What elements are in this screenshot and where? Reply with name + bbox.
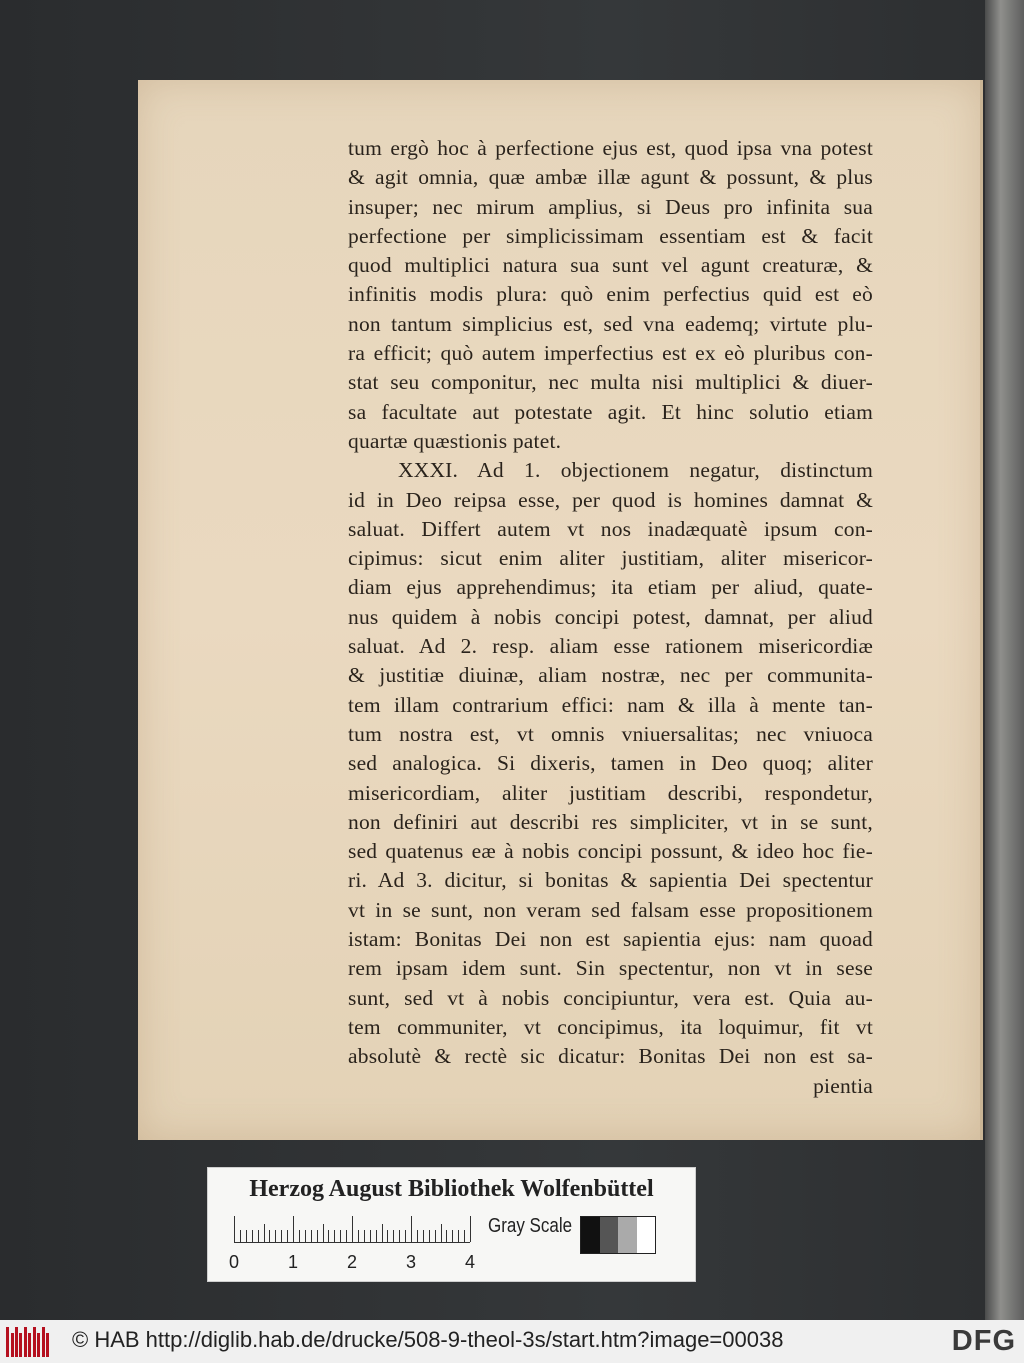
ruler-tick <box>299 1230 300 1242</box>
ruler-tick <box>269 1230 270 1242</box>
footer-bar <box>0 1320 1024 1363</box>
hab-logo-icon <box>6 1327 48 1357</box>
ruler-tick <box>382 1224 383 1242</box>
ruler-tick <box>458 1230 459 1242</box>
ruler-tick <box>311 1230 312 1242</box>
ruler-tick <box>405 1230 406 1242</box>
text-line: vt in se sunt, non veram sed falsam esse propositionem <box>348 897 873 922</box>
text-line: quartæ quæstionis patet. <box>348 428 562 453</box>
ruler-tick <box>470 1216 471 1242</box>
ruler-tick <box>317 1230 318 1242</box>
ruler-tick <box>293 1216 294 1242</box>
text-line: id in Deo reipsa esse, per quod is homines damnat & <box>348 487 873 512</box>
text-line: sa facultate aut potestate agit. Et hinc solutio etiam <box>348 399 873 424</box>
text-line: tem illam contrarium effici: nam & illa à mente tan- <box>348 692 873 717</box>
ruler-scale <box>234 1216 470 1243</box>
ruler-tick <box>411 1216 412 1242</box>
gray-patch <box>618 1217 637 1253</box>
text-line: diam ejus apprehendimus; ita etiam per aliud, quate- <box>348 575 873 600</box>
ruler-tick <box>446 1230 447 1242</box>
gray-scale-swatch <box>580 1216 656 1254</box>
text-line: tem communiter, vt concipimus, ita loquimur, fit vt <box>348 1014 873 1039</box>
book-page <box>138 80 983 1140</box>
ruler-tick <box>323 1224 324 1242</box>
text-line: ri. Ad 3. dicitur, si bonitas & sapientia Dei spectentur <box>348 868 873 893</box>
text-line: XXXI. Ad 1. objectionem negatur, distinctum <box>398 458 873 483</box>
text-line: saluat. Differt autem vt nos inadæquatè ipsum con- <box>348 516 873 541</box>
ruler-tick <box>452 1230 453 1242</box>
text-line: stat seu componitur, nec multa nisi multiplici & diuer- <box>348 370 873 395</box>
text-line: perfectione per simplicissimam essentiam est & facit <box>348 223 873 248</box>
text-line: tum ergò hoc à perfectione ejus est, quod ipsa vna potest <box>348 136 873 160</box>
ruler-number: 4 <box>465 1252 476 1272</box>
ruler-tick <box>423 1230 424 1242</box>
ruler-tick <box>429 1230 430 1242</box>
gray-patch <box>600 1217 619 1253</box>
text-line: insuper; nec mirum amplius, si Deus pro infinita sua <box>348 194 873 219</box>
ruler-tick <box>435 1230 436 1242</box>
text-line: absolutè & rectè sic dicatur: Bonitas Dei non est sa- <box>348 1044 873 1069</box>
text-line: & agit omnia, quæ ambæ illæ agunt & possunt, & plus <box>348 165 873 190</box>
adjacent-page-edge <box>985 0 1024 1320</box>
text-line: rem ipsam idem sunt. Sin spectentur, non vt in sese <box>348 956 873 981</box>
ruler-tick <box>376 1230 377 1242</box>
text-line: saluat. Ad 2. resp. aliam esse rationem misericordiæ <box>348 634 873 659</box>
text-line: ra efficit; quò autem imperfectius est ex eò pluribus con- <box>348 341 873 366</box>
ruler-tick <box>264 1224 265 1242</box>
ruler-tick <box>234 1216 235 1242</box>
page-text <box>348 134 873 1101</box>
text-line: tum nostra est, vt omnis vniuersalitas; nec vniuoca <box>348 721 873 746</box>
color-scale-card <box>207 1167 696 1282</box>
ruler-tick <box>246 1230 247 1242</box>
text-line: sed quatenus eæ à nobis concipi possunt, & ideo hoc fie- <box>348 839 873 864</box>
text-line: infinitis modis plura: quò enim perfectius quid est eò <box>348 282 873 307</box>
text-line: istam: Bonitas Dei non est sapientia ejus: nam quoad <box>348 927 873 952</box>
ruler-tick <box>399 1230 400 1242</box>
ruler-tick <box>328 1230 329 1242</box>
ruler-number: 2 <box>347 1252 358 1272</box>
text-line: quod multiplici natura sua sunt vel agunt creaturæ, & <box>348 253 873 278</box>
text-line: non definiri aut describi res simpliciter, vt in se sunt, <box>348 809 873 834</box>
ruler-number: 3 <box>406 1252 417 1272</box>
ruler-tick <box>252 1230 253 1242</box>
gray-patch <box>581 1217 600 1253</box>
dfg-logo: DFG <box>951 1325 1016 1357</box>
text-line: sed analogica. Si dixeris, tamen in Deo quoq; aliter <box>348 751 873 776</box>
gray-scale-label: Gray Scale <box>488 1215 573 1237</box>
catchword: pientia <box>813 1073 873 1098</box>
ruler-tick <box>281 1230 282 1242</box>
ruler-tick <box>464 1230 465 1242</box>
library-name: Herzog August Bibliothek Wolfenbüttel <box>249 1176 654 1202</box>
ruler-tick <box>340 1230 341 1242</box>
ruler-tick <box>364 1230 365 1242</box>
ruler-tick <box>287 1230 288 1242</box>
ruler-tick <box>441 1224 442 1242</box>
ruler-number: 1 <box>288 1252 299 1272</box>
ruler-tick <box>346 1230 347 1242</box>
text-line: nus quidem à nobis concipi potest, damnat, per aliud <box>348 604 873 629</box>
source-url[interactable]: © HAB http://diglib.hab.de/drucke/508-9-theol-3s/start.htm?image=00038 <box>72 1327 784 1352</box>
ruler-tick <box>417 1230 418 1242</box>
text-line: non tantum simplicius est, sed vna eademq; virtute plu- <box>348 311 873 336</box>
ruler-tick <box>258 1230 259 1242</box>
text-line: sunt, sed vt à nobis concipiuntur, vera est. Quia au- <box>348 985 873 1010</box>
ruler-tick <box>387 1230 388 1242</box>
ruler-tick <box>240 1230 241 1242</box>
gray-patch <box>637 1217 656 1253</box>
ruler-tick <box>352 1216 353 1242</box>
ruler-tick <box>275 1230 276 1242</box>
ruler-tick <box>393 1230 394 1242</box>
ruler-tick <box>305 1230 306 1242</box>
ruler-number: 0 <box>229 1252 240 1272</box>
text-line: cipimus: sicut enim aliter justitiam, aliter misericor- <box>348 546 873 571</box>
text-line: misericordiam, aliter justitiam describi, respondetur, <box>348 780 873 805</box>
ruler-tick <box>334 1230 335 1242</box>
ruler-tick <box>358 1230 359 1242</box>
ruler-tick <box>370 1230 371 1242</box>
text-line: & justitiæ diuinæ, aliam nostræ, nec per communita- <box>348 663 873 688</box>
